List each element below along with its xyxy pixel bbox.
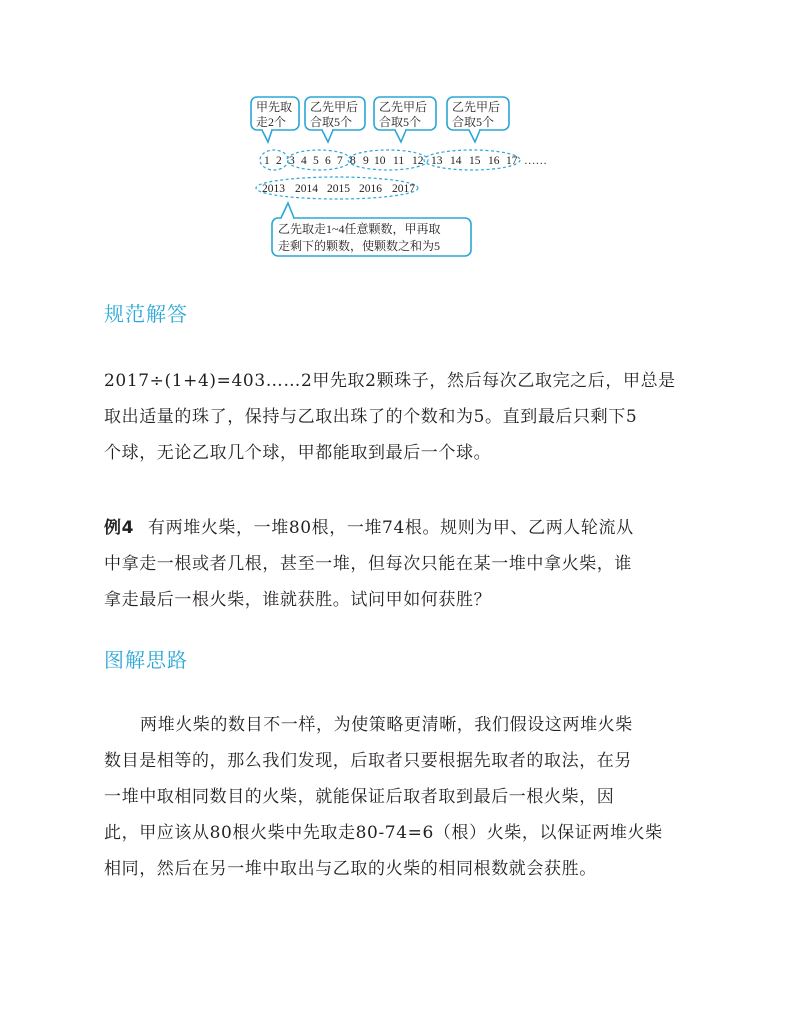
bead-number: 2013 — [262, 183, 285, 195]
row-ellipsis: …… — [524, 155, 547, 167]
callout-1-line2: 走2个 — [256, 115, 287, 129]
solution-line: 两堆火柴的数目不一样，为使策略更清晰，我们假设这两堆火柴 — [140, 715, 633, 735]
callout-4-line1: 乙先甲后 — [452, 100, 501, 114]
bead-number: 5 — [313, 155, 319, 167]
bead-number: 9 — [363, 155, 369, 167]
solution-line: 一堆中取相同数目的火柴，就能保证后取者取到最后一根火柴，因 — [104, 787, 615, 807]
solution-paragraph — [104, 707, 704, 887]
example-line — [104, 510, 704, 546]
bead-number: 7 — [337, 155, 343, 167]
bead-number: 4 — [301, 155, 307, 167]
callout-3-line2: 合取5个 — [379, 115, 422, 129]
bead-number: 2017 — [392, 183, 415, 195]
bead-number: 1 — [264, 155, 270, 167]
bead-number: 17 — [506, 155, 518, 167]
bead-number: 2015 — [327, 183, 350, 195]
example-paragraph — [104, 510, 704, 618]
section-heading-standard-answer: 规范解答 — [104, 302, 188, 326]
match-game-diagram — [0, 0, 800, 270]
callout-final-round — [272, 203, 471, 256]
example-line: 拿走最后一根火柴，谁就获胜。试问甲如何获胜？ — [104, 590, 492, 610]
callout-1-line1: 甲先取 — [256, 100, 293, 114]
callout-final-line2: 走剩下的颗数，使颗数之和为5 — [278, 239, 441, 253]
answer-line: 2017÷(1+4)=403……2甲先取2颗珠子，然后每次乙取完之后，甲总是 — [104, 371, 676, 391]
bead-number: 10 — [374, 155, 386, 167]
section-heading-diagram-approach: 图解思路 — [104, 648, 188, 672]
bead-number: 13 — [431, 155, 443, 167]
solution-line: 相同，然后在另一堆中取出与乙取的火柴的相同根数就会获胜。 — [104, 859, 597, 879]
example-line: 中拿走一根或者几根，甚至一堆，但每次只能在某一堆中拿火柴，谁 — [104, 554, 632, 574]
answer-line: 个球，无论乙取几个球，甲都能取到最后一个球。 — [104, 443, 492, 463]
number-row-1 — [264, 155, 547, 167]
example-line-text: 有两堆火柴，一堆80根，一堆74根。规则为甲、乙两人轮流从 — [148, 518, 634, 538]
callout-2-line2: 合取5个 — [310, 115, 353, 129]
bead-number: 8 — [350, 155, 356, 167]
callout-2-line1: 乙先甲后 — [310, 100, 359, 114]
number-row-2 — [262, 183, 415, 195]
callout-final-line1: 乙先取走1~4任意颗数，甲再取 — [278, 222, 441, 236]
solution-line: 此，甲应该从80根火柴中先取走80-74=6（根）火柴，以保证两堆火柴 — [104, 823, 663, 843]
bead-number: 11 — [393, 155, 405, 167]
callout-4-line2: 合取5个 — [452, 115, 495, 129]
bead-number: 2014 — [295, 183, 318, 195]
bead-number: 12 — [412, 155, 424, 167]
answer-line: 取出适量的珠了，保持与乙取出珠了的个数和为5。直到最后只剩下5 — [104, 407, 638, 427]
example-label: 例4 — [104, 518, 135, 538]
callout-round-3 — [447, 97, 509, 142]
bead-number: 2016 — [359, 183, 382, 195]
bead-number: 6 — [325, 155, 331, 167]
bead-number: 16 — [488, 155, 500, 167]
bead-number: 3 — [289, 155, 295, 167]
callout-3-line1: 乙先甲后 — [379, 100, 428, 114]
bead-number: 2 — [276, 155, 282, 167]
bead-number: 14 — [450, 155, 462, 167]
answer-paragraph — [104, 363, 704, 471]
solution-line: 数目是相等的，那么我们发现，后取者只要根据先取者的取法，在另 — [104, 751, 632, 771]
callout-round-1 — [305, 97, 365, 142]
bead-number: 15 — [469, 155, 481, 167]
callout-round-2 — [374, 97, 436, 142]
callout-first-take — [251, 97, 299, 142]
